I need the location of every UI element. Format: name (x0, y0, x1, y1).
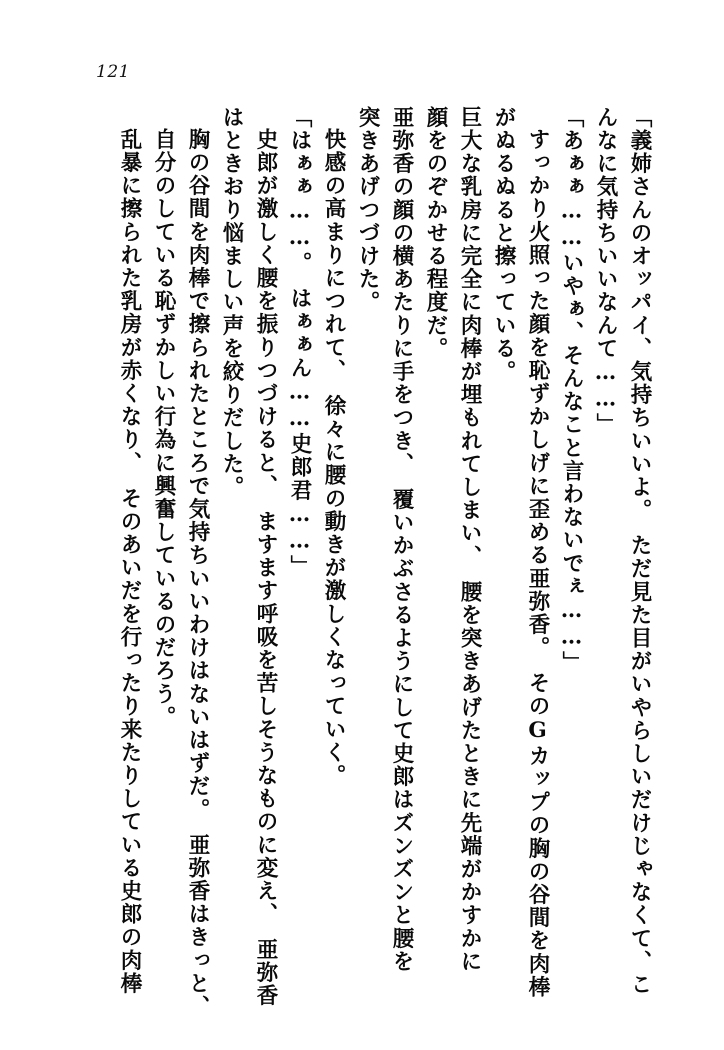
text-column-15: 自分のしている恥ずかしい行為に興奮しているのだろう。 (151, 128, 176, 729)
text-column-10: 快感の高まりにつれて、 徐々に腰の動きが激しくなっていく。 (321, 128, 346, 788)
text-column-5: がぬるぬると擦っている。 (491, 106, 516, 384)
text-column-14: 胸の谷間を肉棒で擦られたところで気持ちいいわけはないはずだ。 亜弥香はきっと、 (185, 128, 210, 1019)
text-column-16: 乱暴に擦られた乳房が赤くなり、 そのあいだを行ったり来たりしている史郎の肉棒 (117, 128, 142, 996)
page-number: 121 (96, 62, 130, 82)
text-column-3: 「あぁぁ……いやぁ、そんなこと言わないでぇ……」 (559, 106, 584, 675)
text-column-7: 顔をのぞかせる程度だ。 (423, 106, 448, 361)
text-column-13: はときおり悩ましい声を絞りだした。 (219, 106, 244, 499)
text-column-9: 突きあげつづけた。 (355, 106, 380, 314)
text-column-11: 「はぁぁ……。 はぁぁん……史郎君……」 (287, 106, 312, 579)
text-column-8: 亜弥香の顔の横あたりに手をつき、 覆いかぶさるようにして史郎はズンズンと腰を (389, 106, 414, 974)
vertical-text-body (106, 106, 652, 1019)
text-column-1: 「義姉さんのオッパイ、気持ちいいよ。 ただ見た目がいやらしいだけじゃなくて、こ (627, 106, 652, 997)
text-column-4: すっかり火照った顔を恥ずかしげに歪める亜弥香。 そのGカップの胸の谷間を肉棒 (525, 128, 550, 999)
text-column-12: 史郎が激しく腰を振りつづけると、 ますます呼吸を苦しそうなものに変え、 亜弥香 (253, 128, 278, 1008)
text-column-6: 巨大な乳房に完全に肉棒が埋もれてしまい、 腰を突きあげたときに先端がかすかに (457, 106, 482, 974)
text-column-2: んなに気持ちいいなんて……」 (593, 106, 618, 437)
